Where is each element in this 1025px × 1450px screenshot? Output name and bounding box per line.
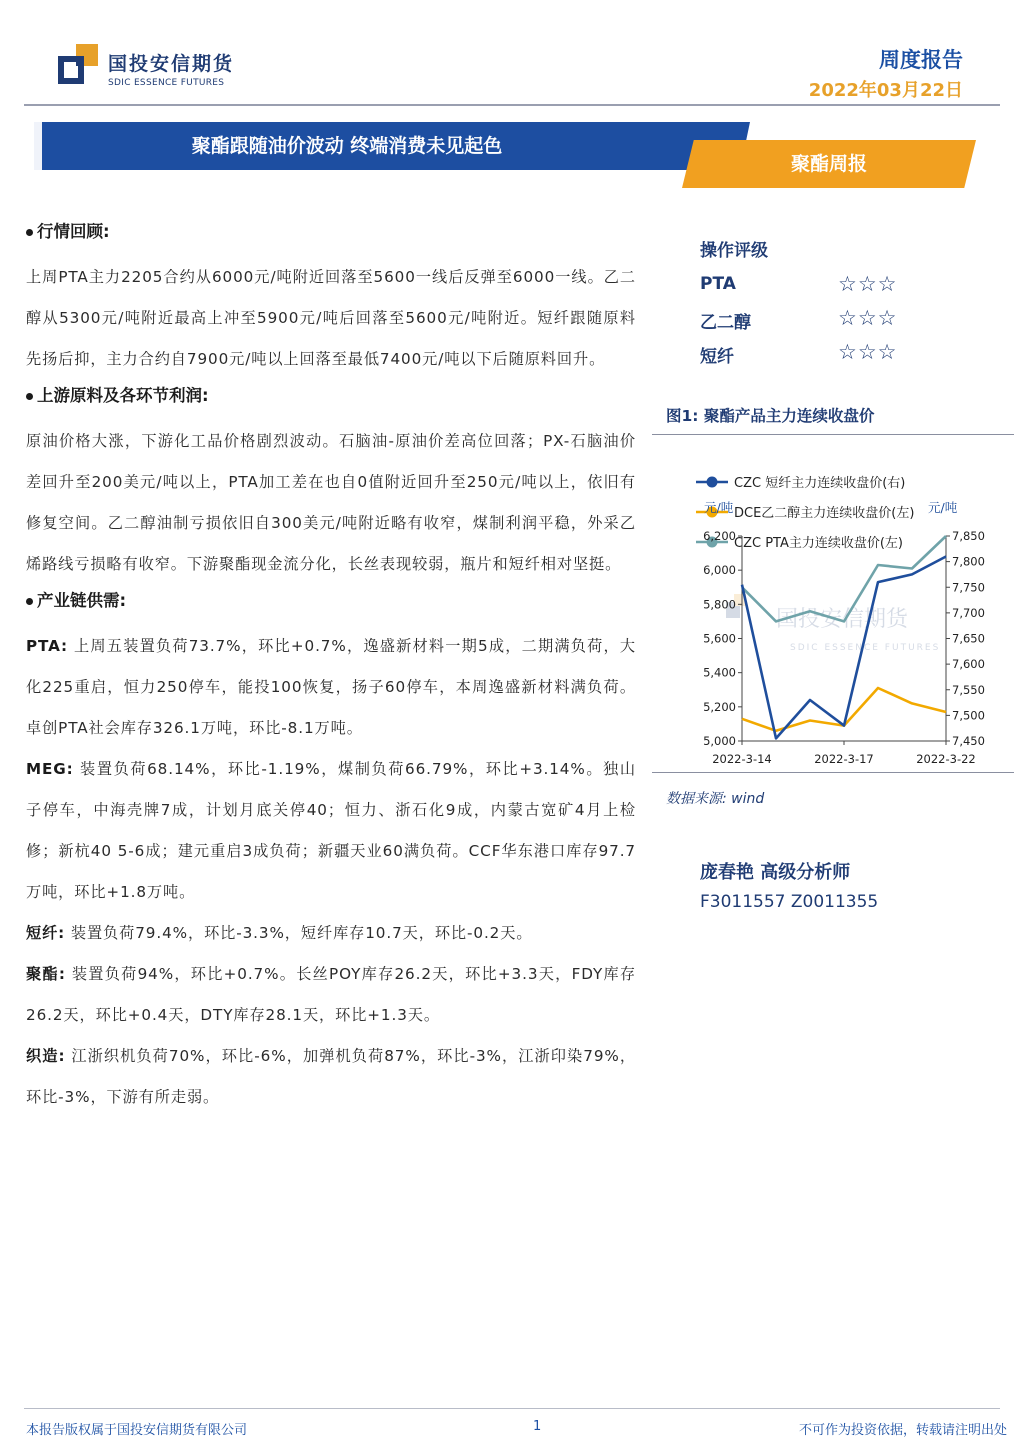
company-name: [108, 49, 234, 88]
company-logo: [56, 42, 100, 86]
analyst-name: 庞春艳 高级分析师: [700, 862, 851, 883]
y-tick-label-right: 7,800: [952, 554, 985, 569]
y-tick-label-right: 7,850: [952, 529, 985, 543]
y-tick-label-left: 5,800: [703, 597, 736, 612]
section-heading-text: 行情回顾:: [37, 222, 110, 241]
y-tick-label-left: 5,600: [703, 631, 736, 646]
report-title: 聚酯跟随油价波动 终端消费未见起色: [191, 135, 503, 157]
rating-name: 短纤: [700, 347, 734, 367]
y-tick-label-right: 7,450: [952, 734, 985, 748]
company-name-en: SDIC ESSENCE FUTURES: [108, 78, 225, 88]
legend-label: DCE乙二醇主力连续收盘价(左): [734, 506, 915, 521]
legend-label: CZC 短纤主力连续收盘价(右): [734, 476, 906, 491]
watermark-en: SDIC ESSENCE FUTURES: [790, 643, 941, 653]
y-tick-label-right: 7,650: [952, 631, 985, 646]
y-tick-label-right: 7,750: [952, 580, 985, 595]
section-heading-market-review: [26, 216, 636, 257]
section-paragraph: [26, 257, 636, 380]
section-heading-upstream-profit: [26, 380, 636, 421]
paragraph-lead: 短纤:: [26, 924, 66, 942]
figure-top-rule: [652, 434, 1014, 435]
rating-title: 操作评级: [700, 241, 768, 261]
legend-marker: [707, 477, 718, 488]
x-tick-label: 2022-3-17: [814, 752, 874, 766]
report-body: [26, 216, 636, 1118]
x-tick-label: 2022-3-14: [712, 752, 772, 766]
y-tick-label-right: 7,600: [952, 657, 985, 672]
paragraph-text: 上周PTA主力2205合约从6000元/吨附近回落至5600一线后反弹至6000一线。乙二醇从5300元/吨附近最高上冲至5900元/吨后回落至5600元/吨附近。短纤跟随原料先扬后抑，主力合约自7900元/吨以上回落至最低7400元/吨以下后随原料回升。: [26, 268, 636, 368]
analyst-license-ids: F3011557 Z0011355: [700, 892, 879, 912]
y-tick-label-right: 7,700: [952, 605, 985, 620]
footer-copyright: 本报告版权属于国投安信期货有限公司: [26, 1423, 248, 1438]
section-heading-text: 上游原料及各环节利润:: [37, 386, 209, 405]
chart-series: [742, 536, 946, 738]
footer-divider: [24, 1408, 1000, 1409]
rating-row-staple-fiber: [700, 342, 920, 372]
star-rating-icon: ☆☆☆: [838, 272, 898, 296]
paragraph-text: 装置负荷68.14%，环比-1.19%，煤制负荷66.79%，环比+3.14%。独山子停车，中海壳牌7成，计划月底关停40；恒力、浙石化9成，内蒙古宽矿4月上检修；新杭40 5-6成；建元重启3成负荷；新疆天业60满负荷。CCF华东港口库存97.7万吨，环比+1.8万吨。: [26, 760, 636, 901]
y-unit-label-right: 元/吨: [928, 500, 958, 515]
rating-name: PTA: [700, 274, 736, 294]
paragraph-text: 江浙织机负荷70%，环比-6%，加弹机负荷87%，环比-3%，江浙印染79%，环比-3%，下游有所走弱。: [26, 1047, 636, 1106]
bullet-icon: [26, 393, 33, 400]
y-tick-label-left: 5,200: [703, 699, 736, 714]
bullet-icon: [26, 229, 33, 236]
report-type: 周度报告: [879, 48, 963, 72]
paragraph-lead: MEG:: [26, 760, 74, 778]
paragraph-text: 上周五装置负荷73.7%，环比+0.7%，逸盛新材料一期5成，二期满负荷，大化225重启，恒力250停车，能投100恢复，扬子60停车，本周逸盛新材料满负荷。卓创PTA社会库存326.1万吨，环比-8.1万吨。: [26, 637, 636, 737]
footer-disclaimer: 不可作为投资依据，转载请注明出处: [798, 1423, 1007, 1438]
y-tick-label-right: 7,500: [952, 708, 985, 723]
figure-bottom-rule: [652, 772, 1014, 773]
star-rating-icon: ☆☆☆: [838, 306, 898, 330]
report-date: 2022年03月22日: [808, 80, 963, 101]
paragraph-text: 装置负荷94%，环比+0.7%。长丝POY库存26.2天，环比+3.3天，FDY库存26.2天，环比+0.4天，DTY库存28.1天，环比+1.3天。: [26, 965, 636, 1024]
paragraph-weaving: [26, 1036, 636, 1118]
y-tick-label-left: 6,000: [703, 563, 736, 578]
paragraph-lead: 织造:: [26, 1047, 66, 1065]
company-name-cn: 国投安信期货: [108, 53, 235, 75]
x-tick-label: 2022-3-22: [916, 752, 976, 766]
paragraph-lead: PTA:: [26, 637, 69, 655]
rating-name: 乙二醇: [700, 313, 751, 333]
paragraph-pta: [26, 626, 636, 749]
y-tick-label-left: 5,000: [703, 734, 736, 748]
rating-row-pta: [700, 274, 920, 304]
watermark-cn: 国投安信期货: [776, 607, 909, 632]
data-source-note: 数据来源: wind: [666, 791, 765, 807]
section-heading-supply-demand: [26, 585, 636, 626]
paragraph-staple-fiber: [26, 913, 636, 954]
paragraph-text: 装置负荷79.4%，环比-3.3%，短纤库存10.7天，环比-0.2天。: [65, 924, 533, 942]
paragraph-polyester: [26, 954, 636, 1036]
y-tick-label-left: 6,200: [703, 529, 736, 543]
paragraph-lead: 聚酯:: [26, 965, 66, 983]
legend-label: CZC PTA主力连续收盘价(左): [734, 536, 904, 551]
header-divider: [24, 104, 1000, 106]
section-paragraph: [26, 421, 636, 585]
y-tick-label-right: 7,550: [952, 682, 985, 697]
category-tag: 聚酯周报: [790, 153, 867, 175]
y-tick-label-left: 5,400: [703, 665, 736, 680]
rating-row-meg: [700, 308, 920, 338]
y-unit-label-left: 元/吨: [704, 500, 734, 515]
paragraph-text: 原油价格大涨，下游化工品价格剧烈波动。石脑油-原油价差高位回落；PX-石脑油价差回升至200美元/吨以上，PTA加工差在也自0值附近回升至250元/吨以上，依旧有修复空间。乙二醇油制亏损依旧自300美元/吨附近略有收窄，煤制利润平稳，外采乙烯路线亏损略有收窄。下游聚酯现金流分化，长丝表现较弱，瓶片和短纤相对坚挺。: [26, 432, 636, 573]
paragraph-meg: [26, 749, 636, 913]
figure-title: 图1: 聚酯产品主力连续收盘价: [666, 407, 875, 425]
price-line-chart: [652, 436, 1014, 770]
bullet-icon: [26, 598, 33, 605]
page-number: 1: [533, 1419, 542, 1434]
star-rating-icon: ☆☆☆: [838, 340, 898, 364]
section-heading-text: 产业链供需:: [37, 591, 127, 610]
